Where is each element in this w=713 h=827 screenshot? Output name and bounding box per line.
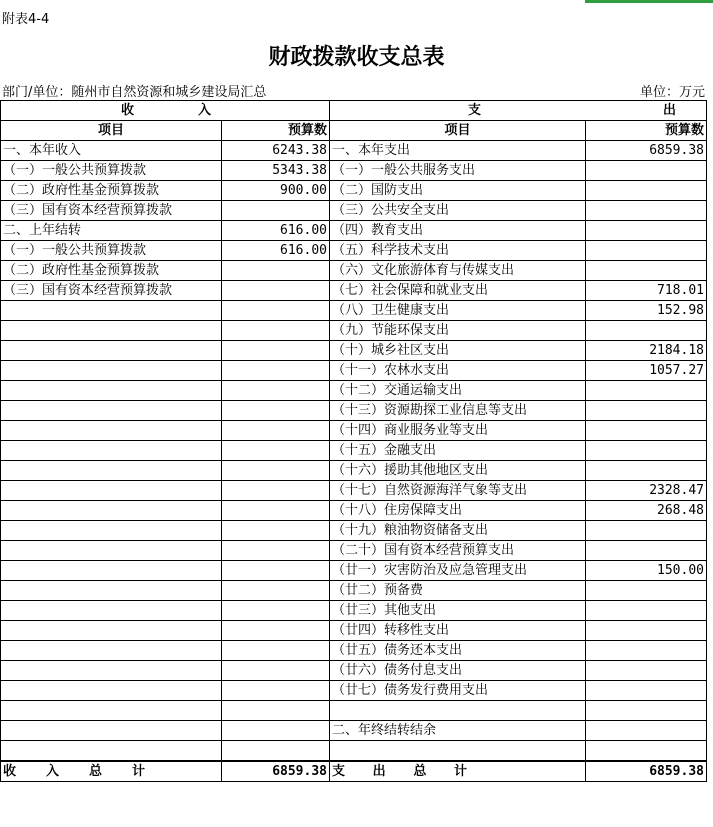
- table-row: [1, 421, 707, 441]
- income-value-cell: [222, 501, 330, 521]
- income-value-cell: [222, 341, 330, 361]
- expense-item-cell: 一、本年支出: [330, 141, 586, 161]
- total-row: [1, 761, 707, 782]
- expense-item-cell: （二）国防支出: [330, 181, 586, 201]
- expense-item-cell: （廿四）转移性支出: [330, 621, 586, 641]
- income-value-cell: [222, 381, 330, 401]
- expense-value-cell: 150.00: [586, 561, 707, 581]
- expense-item-cell: （四）教育支出: [330, 221, 586, 241]
- income-value-cell: [222, 421, 330, 441]
- income-value-cell: [222, 401, 330, 421]
- income-item-cell: [1, 301, 222, 321]
- income-value-cell: [222, 521, 330, 541]
- table-row: [1, 341, 707, 361]
- expense-total-label-char: 总: [413, 764, 427, 779]
- income-value-cell: [222, 461, 330, 481]
- income-value-cell: [222, 541, 330, 561]
- income-item-cell: [1, 621, 222, 641]
- page-title: 财政拨款收支总表: [268, 44, 445, 70]
- expense-value-cell: [586, 601, 707, 621]
- income-value-cell: 6243.38: [222, 141, 330, 161]
- income-value-cell: [222, 361, 330, 381]
- income-item-cell: [1, 441, 222, 461]
- expense-value-cell: [586, 661, 707, 681]
- expense-section-char: 出: [662, 103, 676, 118]
- table-row: [1, 721, 707, 741]
- table-row: [1, 261, 707, 281]
- income-total-label-char: 总: [88, 764, 102, 779]
- expense-total-label: [330, 761, 586, 782]
- expense-item-cell: （十一）农林水支出: [330, 361, 586, 381]
- table-row: [1, 621, 707, 641]
- income-section-char: 入: [197, 103, 211, 118]
- income-value-cell: 5343.38: [222, 161, 330, 181]
- expense-value-cell: [586, 461, 707, 481]
- expense-value-cell: [586, 441, 707, 461]
- table-row: [1, 501, 707, 521]
- income-item-cell: [1, 721, 222, 741]
- income-value-cell: 900.00: [222, 181, 330, 201]
- income-item-cell: [1, 741, 222, 762]
- income-item-cell: [1, 401, 222, 421]
- income-item-cell: （三）国有资本经营预算拨款: [1, 281, 222, 301]
- expense-value-cell: [586, 321, 707, 341]
- expense-section-char: 支: [468, 103, 482, 118]
- income-item-cell: [1, 501, 222, 521]
- income-value-cell: [222, 561, 330, 581]
- expense-value-cell: [586, 721, 707, 741]
- table-row: [1, 181, 707, 201]
- table-row: [1, 681, 707, 701]
- table-row: [1, 741, 707, 762]
- income-value-cell: [222, 301, 330, 321]
- expense-value-cell: 718.01: [586, 281, 707, 301]
- income-total-label-char: 入: [45, 764, 59, 779]
- expense-item-cell: （五）科学技术支出: [330, 241, 586, 261]
- table-row: [1, 441, 707, 461]
- table-row: [1, 161, 707, 181]
- expense-item-header: 项目: [330, 121, 586, 141]
- income-value-cell: [222, 721, 330, 741]
- expense-item-cell: （一）一般公共服务支出: [330, 161, 586, 181]
- expense-value-cell: [586, 201, 707, 221]
- income-section-char: 收: [121, 103, 135, 118]
- income-item-cell: （一）一般公共预算拨款: [1, 161, 222, 181]
- income-value-cell: [222, 261, 330, 281]
- table-row: [1, 301, 707, 321]
- table-row: [1, 321, 707, 341]
- income-value-cell: [222, 281, 330, 301]
- expense-value-cell: 268.48: [586, 501, 707, 521]
- expense-item-cell: （廿七）债务发行费用支出: [330, 681, 586, 701]
- table-row: [1, 541, 707, 561]
- expense-value-cell: [586, 541, 707, 561]
- expense-item-cell: （十）城乡社区支出: [330, 341, 586, 361]
- expense-value-cell: [586, 521, 707, 541]
- expense-value-cell: [586, 701, 707, 721]
- income-item-cell: （二）政府性基金预算拨款: [1, 261, 222, 281]
- income-value-cell: [222, 481, 330, 501]
- income-item-cell: （二）政府性基金预算拨款: [1, 181, 222, 201]
- expense-section-header: [330, 101, 707, 121]
- expense-item-cell: （十八）住房保障支出: [330, 501, 586, 521]
- income-item-cell: [1, 601, 222, 621]
- expense-item-cell: （十二）交通运输支出: [330, 381, 586, 401]
- expense-budget-header: 预算数: [586, 121, 707, 141]
- expense-item-cell: （十九）粮油物资储备支出: [330, 521, 586, 541]
- income-item-cell: [1, 681, 222, 701]
- expense-item-cell: （三）公共安全支出: [330, 201, 586, 221]
- income-item-cell: [1, 381, 222, 401]
- table-row: [1, 201, 707, 221]
- expense-value-cell: [586, 221, 707, 241]
- expense-value-cell: 152.98: [586, 301, 707, 321]
- table-row: [1, 561, 707, 581]
- table-row: [1, 661, 707, 681]
- expense-item-cell: [330, 741, 586, 762]
- income-value-cell: [222, 581, 330, 601]
- expense-item-cell: （九）节能环保支出: [330, 321, 586, 341]
- income-value-cell: [222, 641, 330, 661]
- income-value-cell: [222, 661, 330, 681]
- attachment-label: 附表4-4: [2, 12, 50, 27]
- income-total-value: 6859.38: [222, 761, 330, 782]
- income-value-cell: [222, 321, 330, 341]
- income-item-cell: [1, 561, 222, 581]
- expense-item-cell: （二十）国有资本经营预算支出: [330, 541, 586, 561]
- expense-total-label-char: 出: [372, 764, 386, 779]
- expense-total-value: 6859.38: [586, 761, 707, 782]
- table-row: [1, 401, 707, 421]
- expense-item-cell: （十七）自然资源海洋气象等支出: [330, 481, 586, 501]
- expense-value-cell: 1057.27: [586, 361, 707, 381]
- expense-value-cell: [586, 741, 707, 762]
- expense-item-cell: （廿二）预备费: [330, 581, 586, 601]
- expense-value-cell: [586, 401, 707, 421]
- expense-value-cell: [586, 641, 707, 661]
- expense-item-cell: （廿六）债务付息支出: [330, 661, 586, 681]
- income-item-cell: [1, 481, 222, 501]
- table-row: [1, 521, 707, 541]
- expense-value-cell: [586, 621, 707, 641]
- expense-value-cell: [586, 381, 707, 401]
- income-item-header: 项目: [1, 121, 222, 141]
- expense-item-cell: （廿五）债务还本支出: [330, 641, 586, 661]
- income-total-label-char: 计: [131, 764, 145, 779]
- department-label: 部门/单位：随州市自然资源和城乡建设局汇总: [2, 85, 267, 100]
- expense-item-cell: （十六）援助其他地区支出: [330, 461, 586, 481]
- expense-total-label-char: 计: [453, 764, 467, 779]
- income-value-cell: [222, 681, 330, 701]
- income-item-cell: [1, 341, 222, 361]
- selection-indicator: [585, 0, 713, 3]
- income-total-label: [1, 761, 222, 782]
- expense-value-cell: 6859.38: [586, 141, 707, 161]
- income-item-cell: 二、上年结转: [1, 221, 222, 241]
- unit-label: 单位：万元: [639, 85, 705, 100]
- income-value-cell: [222, 741, 330, 762]
- income-item-cell: [1, 581, 222, 601]
- expense-value-cell: [586, 261, 707, 281]
- table-row: [1, 281, 707, 301]
- income-value-cell: 616.00: [222, 241, 330, 261]
- table-row: [1, 481, 707, 501]
- expense-item-cell: （六）文化旅游体育与传媒支出: [330, 261, 586, 281]
- budget-table: [0, 100, 707, 782]
- table-row: [1, 381, 707, 401]
- table-row: [1, 241, 707, 261]
- table-row: [1, 581, 707, 601]
- expense-value-cell: 2328.47: [586, 481, 707, 501]
- table-row: [1, 361, 707, 381]
- expense-item-cell: （十三）资源勘探工业信息等支出: [330, 401, 586, 421]
- income-value-cell: [222, 701, 330, 721]
- income-section-header: [1, 101, 330, 121]
- expense-total-label-char: 支: [332, 764, 346, 779]
- expense-value-cell: [586, 241, 707, 261]
- expense-value-cell: [586, 581, 707, 601]
- table-row: [1, 221, 707, 241]
- expense-item-cell: （十五）金融支出: [330, 441, 586, 461]
- income-item-cell: [1, 701, 222, 721]
- income-item-cell: [1, 521, 222, 541]
- expense-value-cell: 2184.18: [586, 341, 707, 361]
- income-item-cell: [1, 421, 222, 441]
- income-budget-header: 预算数: [222, 121, 330, 141]
- expense-item-cell: （廿三）其他支出: [330, 601, 586, 621]
- income-item-cell: 一、本年收入: [1, 141, 222, 161]
- table-row: [1, 601, 707, 621]
- income-value-cell: [222, 201, 330, 221]
- expense-value-cell: [586, 161, 707, 181]
- income-value-cell: [222, 621, 330, 641]
- income-item-cell: [1, 641, 222, 661]
- section-header-row: [1, 101, 707, 121]
- expense-item-cell: （八）卫生健康支出: [330, 301, 586, 321]
- expense-item-cell: [330, 701, 586, 721]
- expense-value-cell: [586, 181, 707, 201]
- expense-item-cell: （七）社会保障和就业支出: [330, 281, 586, 301]
- income-value-cell: 616.00: [222, 221, 330, 241]
- expense-item-cell: （十四）商业服务业等支出: [330, 421, 586, 441]
- table-row: [1, 701, 707, 721]
- column-header-row: [1, 121, 707, 141]
- table-row: [1, 461, 707, 481]
- income-item-cell: （三）国有资本经营预算拨款: [1, 201, 222, 221]
- income-total-label-char: 收: [3, 764, 17, 779]
- income-value-cell: [222, 441, 330, 461]
- expense-item-cell: 二、年终结转结余: [330, 721, 586, 741]
- table-row: [1, 641, 707, 661]
- income-item-cell: [1, 461, 222, 481]
- income-item-cell: （一）一般公共预算拨款: [1, 241, 222, 261]
- income-value-cell: [222, 601, 330, 621]
- expense-item-cell: （廿一）灾害防治及应急管理支出: [330, 561, 586, 581]
- income-item-cell: [1, 361, 222, 381]
- income-item-cell: [1, 661, 222, 681]
- expense-value-cell: [586, 421, 707, 441]
- income-item-cell: [1, 541, 222, 561]
- table-row: [1, 141, 707, 161]
- expense-value-cell: [586, 681, 707, 701]
- income-item-cell: [1, 321, 222, 341]
